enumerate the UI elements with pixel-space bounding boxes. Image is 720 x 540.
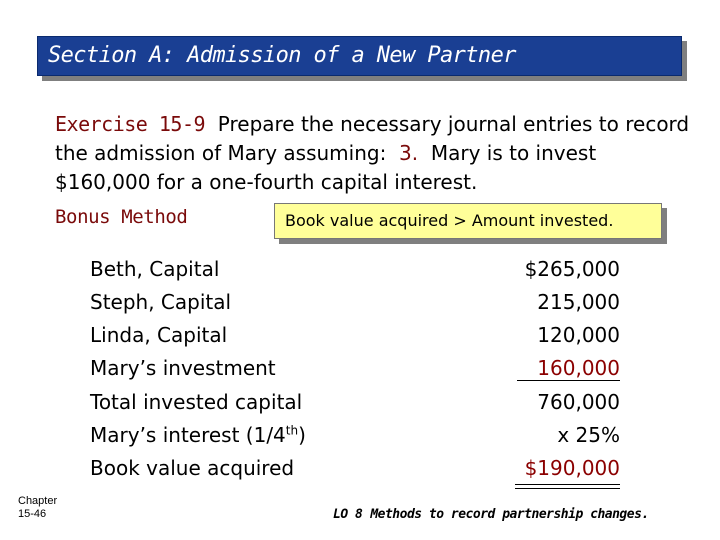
row-value: $265,000 xyxy=(524,257,620,281)
row-mary-investment xyxy=(90,356,620,389)
exercise-paragraph xyxy=(55,110,695,197)
row-label: Linda, Capital xyxy=(90,323,228,347)
row-mary-interest xyxy=(90,423,620,456)
title-bar xyxy=(37,36,682,76)
exercise-label: Exercise 15-9 xyxy=(55,112,206,136)
row-value: $190,000 xyxy=(524,456,620,480)
page-number: 15-46 xyxy=(18,508,47,520)
lo-text: Methods to record partnership changes. xyxy=(370,507,649,522)
row-label: Book value acquired xyxy=(90,456,295,480)
exercise-text-before: Prepare the necessary journal entries to record the admission of Mary assuming: xyxy=(55,112,690,165)
method-label: Bonus Method xyxy=(55,206,188,228)
row-linda-capital xyxy=(90,323,620,356)
row-label: Steph, Capital xyxy=(90,290,232,314)
row-label: Mary’s interest (1/4th) xyxy=(90,423,306,447)
row-beth-capital xyxy=(90,257,620,290)
row-total-invested xyxy=(90,390,620,423)
row-value: 120,000 xyxy=(537,323,620,347)
row-label: Mary’s investment xyxy=(90,356,276,380)
row-value: 160,000 xyxy=(517,356,620,381)
row-value: 215,000 xyxy=(537,290,620,314)
row-label: Total invested capital xyxy=(90,390,303,414)
method-callout: Book value acquired > Amount invested. xyxy=(274,203,662,239)
chapter-label: Chapter 15-46 xyxy=(18,495,58,520)
row-value: x 25% xyxy=(557,423,620,447)
row-value: 760,000 xyxy=(537,390,620,414)
exercise-item-number: 3. xyxy=(399,141,419,165)
row-steph-capital xyxy=(90,290,620,323)
exercise-text-after: Mary is to invest $160,000 for a one-fourth capital interest. xyxy=(55,141,597,194)
row-label: Beth, Capital xyxy=(90,257,220,281)
double-underline-top xyxy=(515,484,620,485)
page-title: Section A: Admission of a New Partner xyxy=(48,43,516,68)
lo-number: LO 8 xyxy=(333,507,363,522)
double-underline-bottom xyxy=(515,488,620,489)
footer-lo xyxy=(333,507,649,522)
